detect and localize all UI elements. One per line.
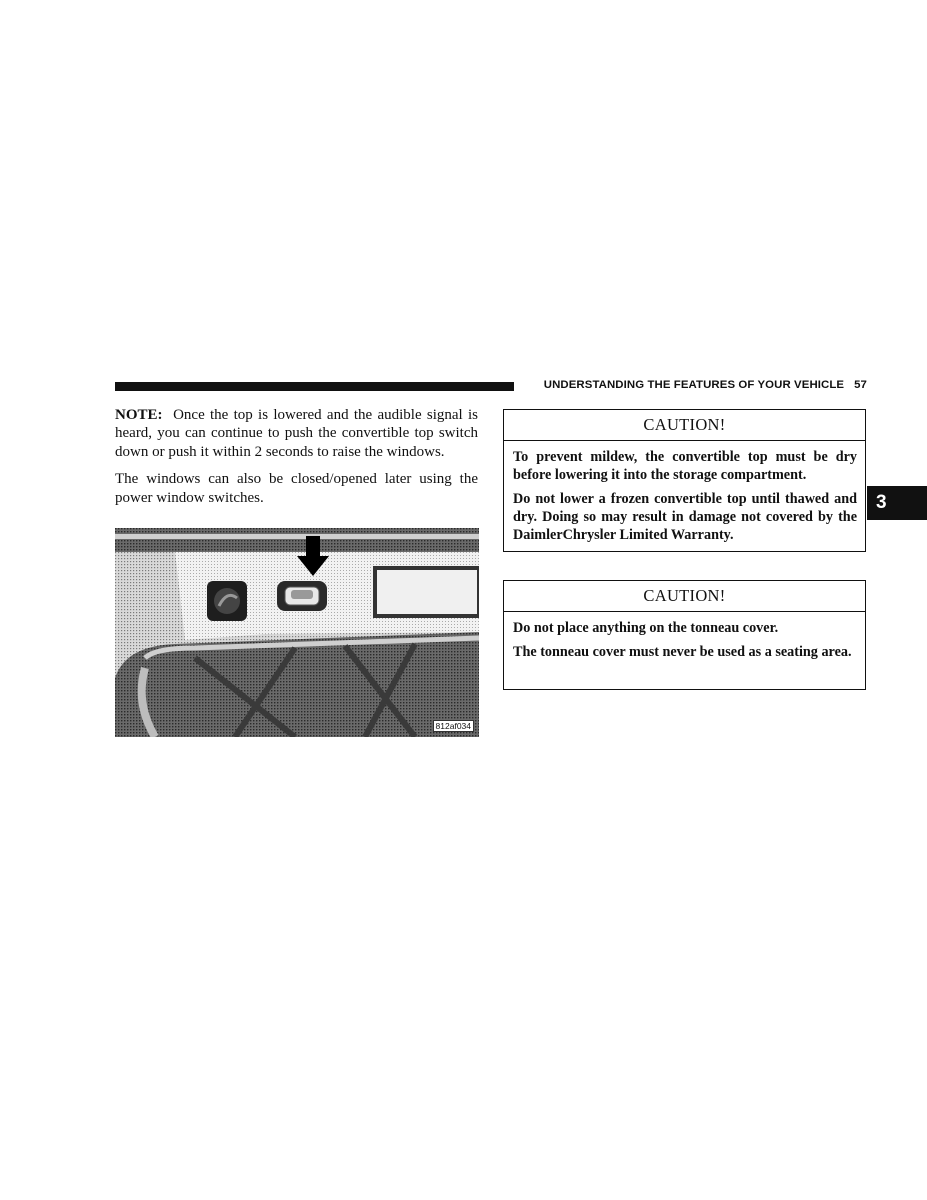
note-text: Once the top is lowered and the audible signal is heard, you can continue to push the convertible top switch down or push it within 2 seconds to raise the windows. (115, 407, 478, 460)
section-title: UNDERSTANDING THE FEATURES OF YOUR VEHICLE (543, 379, 845, 391)
note-label: NOTE: (115, 407, 163, 423)
header-rule (115, 382, 514, 391)
caution-title: CAUTION! (504, 410, 865, 441)
note-paragraph (115, 406, 478, 461)
figure-code: 812af034 (433, 720, 474, 732)
caution-paragraph: Do not lower a frozen convertible top until thawed and dry. Doing so may result in damage not covered by the DaimlerChrysler Limited Warranty. (513, 491, 857, 543)
page-number: 57 (854, 379, 867, 391)
caution-paragraph: To prevent mildew, the convertible top must be dry before lowering it into the storage compartment. (513, 449, 857, 483)
switch-photo-drawing (115, 528, 479, 737)
caution-paragraph: The tonneau cover must never be used as a seating area. (513, 644, 852, 660)
body-paragraph: The windows can also be closed/opened later using the power window switches. (115, 471, 478, 506)
running-header (522, 379, 867, 391)
caution-body (504, 612, 865, 673)
left-column (115, 406, 478, 516)
caution-title: CAUTION! (504, 581, 865, 612)
caution-paragraph: Do not place anything on the tonneau cover. (513, 620, 779, 636)
chapter-tab: 3 (867, 486, 927, 520)
convertible-top-switch-illustration (115, 528, 479, 737)
caution-box-tonneau (503, 580, 866, 690)
caution-body (504, 441, 865, 556)
caution-box-mildew (503, 409, 866, 552)
